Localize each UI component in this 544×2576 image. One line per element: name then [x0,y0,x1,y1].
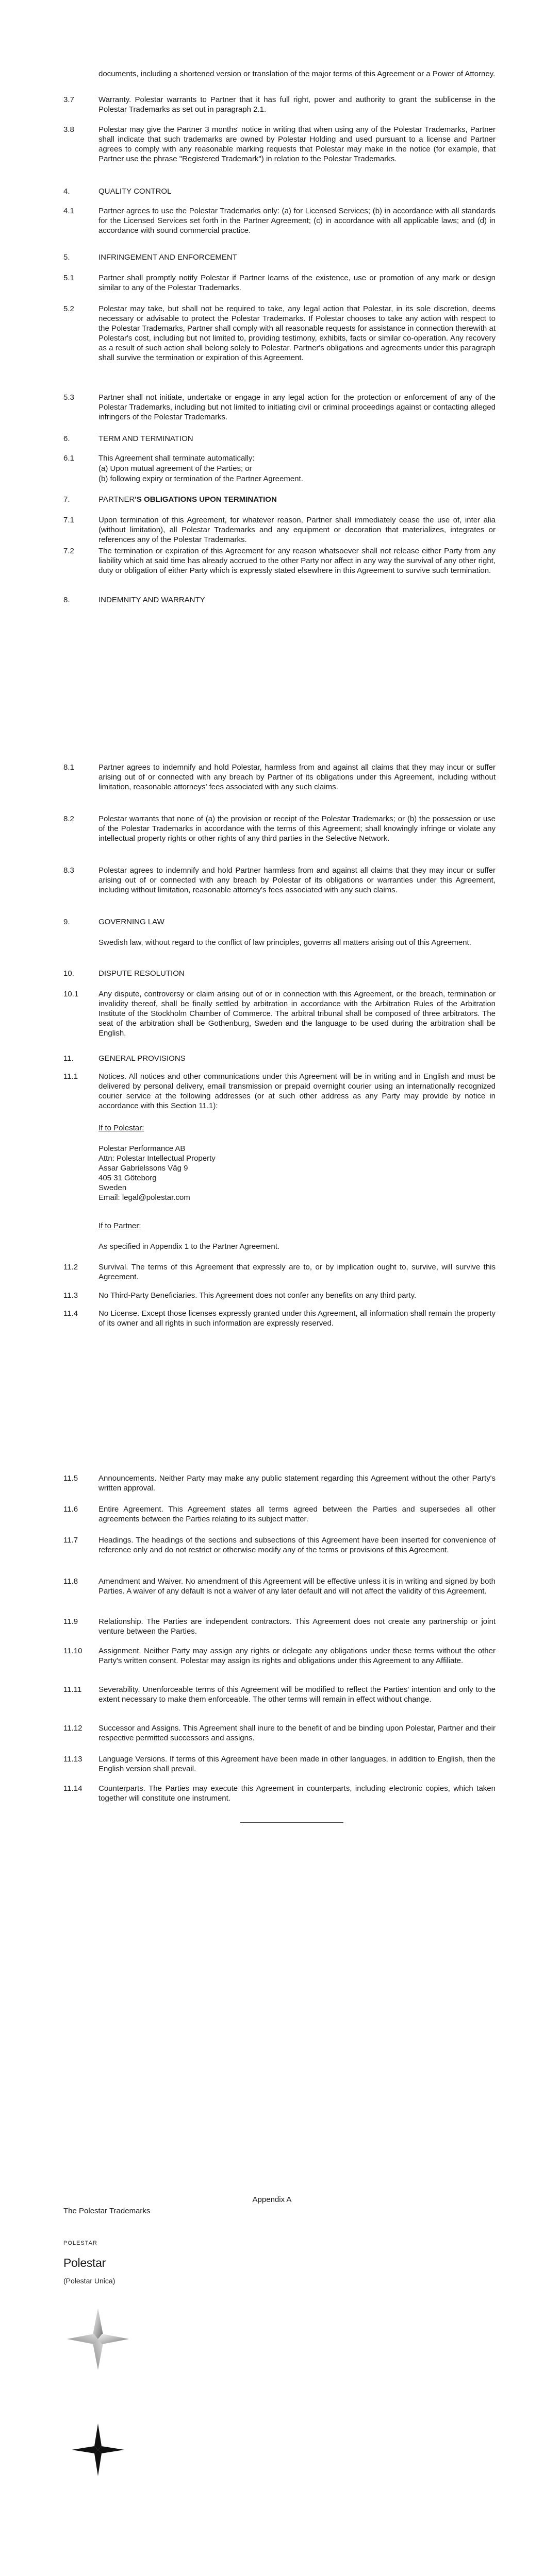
clause-text: Assignment. Neither Party may assign any rights or delegate any obligations under these terms without the other Party's written consent. Polestar may assign its rights and obligations under this Agreement to any Affiliate. [98,1647,496,1665]
clause-number: 5.2 [63,304,74,313]
unica-label: (Polestar Unica) [63,2277,116,2285]
section-number: 11. [63,1054,74,1063]
clause-text: Polestar may take, but shall not be required to take, any legal action that Polestar, in its sole discretion, deems necessary or advisable to protect the Polestar Trademarks. If Polestar chooses to take any action with respect to the Polestar Trademarks, Partner shall comply with all reasonable requests for assistance in connection therewith at Polestar's cost, including but not limited to, providing testimony, exhibits, facts or similar co-operation. Any recovery as a result of such action shall belong solely to Polestar. Partner's obligations and agreements under this paragraph shall survive the termination or expiration of this Agreement. [98,304,496,362]
clause-text: Partner agrees to use the Polestar Trademarks only: (a) for Licensed Services; (b) in accordance with all standards for the Licensed Services set forth in the Partner Agreement; (c) in accordance with all applicable laws; and (d) in accordance with sound commercial practice. [98,207,496,235]
clause-text: This Agreement shall terminate automatically: [98,454,255,463]
section-title: DISPUTE RESOLUTION [98,969,185,978]
clause-number: 8.1 [63,763,74,772]
clause-number: 11.7 [63,1536,78,1545]
clause-number: 11.12 [63,1724,83,1733]
section-number: 9. [63,918,70,926]
section-title: GENERAL PROVISIONS [98,1054,186,1063]
address-line: Polestar Performance AB [98,1144,186,1153]
clause-text: Partner shall promptly notify Polestar if Partner learns of the existence, use or promotion of any mark or design similar to any of the Polestar Trademarks. [98,274,496,292]
clause-text: Upon termination of this Agreement, for whatever reason, Partner shall immediately cease the use of, inter alia (without limitation), all Polestar Trademarks and any equipment or decoration that materializes, integrates or references any of the Polestar Trademarks. [98,516,496,544]
wordmark-caps: POLESTAR [63,2240,97,2246]
clause-number: 11.3 [63,1291,78,1300]
section-title: QUALITY CONTROL [98,187,172,196]
clause-text: Counterparts. The Parties may execute this Agreement in counterparts, including electronic copies, which taken together will constitute one instrument. [98,1784,496,1803]
section-title: TERM AND TERMINATION [98,434,193,443]
section-title: INFRINGEMENT AND ENFORCEMENT [98,253,237,262]
address-line: Assar Gabrielssons Väg 9 [98,1164,188,1173]
clause-text: Language Versions. If terms of this Agreement have been made in other languages, in addition to English, then the English version shall prevail. [98,1755,496,1773]
address-block [98,1144,216,1202]
clause-text: The termination or expiration of this Agreement for any reason whatsoever shall not release either Party from any liability which at said time has already accrued to the other Party nor affect in any way the survival of any other right, duty or obligation of either Party which is expressly stated elsewhere in this Agreement to survive such termination. [98,547,496,575]
polestar-black-star-icon [70,2421,126,2478]
clause-text: Survival. The terms of this Agreement that expressly are to, or by implication ought to, survive, will survive this Agreement. [98,1263,496,1281]
section-number: 4. [63,187,70,196]
section-number: 8. [63,596,70,604]
appendix-subtitle: The Polestar Trademarks [63,2207,151,2215]
clause-text: Any dispute, controversy or claim arising out of or in connection with this Agreement, or the breach, termination or invalidity thereof, shall be finally settled by arbitration in accordance with the Arbitration Rules of the Arbitration Institute of the Stockholm Chamber of Commerce. The arbitral tribunal shall be composed of three arbitrators. The seat of the arbitration shall be Gothenburg, Sweden and the language to be used during the arbitration shall be English. [98,990,496,1038]
clause-text: Successor and Assigns. This Agreement shall inure to the benefit of and be binding upon Polestar, Partner and their respective permitted successors and assigns. [98,1724,496,1742]
section-title: GOVERNING LAW [98,918,164,926]
end-divider [240,1822,343,1823]
clause-number: 11.6 [63,1505,78,1514]
clause-number: 8.3 [63,866,74,875]
clause-text: Severability. Unenforceable terms of this Agreement will be modified to reflect the Parties' intention and only to the extent necessary to make them enforceable. The other terms will remain in effect without change. [98,1685,496,1704]
address-line: Sweden [98,1183,127,1192]
paragraph-text: documents, including a shortened version or translation of the major terms of this Agreement or a Power of Attorney. [98,70,496,78]
clause-number: 4.1 [63,207,74,215]
clause-number: 5.1 [63,274,74,282]
section-number: 6. [63,434,70,443]
appendix-title: Appendix A [252,2195,292,2204]
clause-number: 11.8 [63,1577,78,1586]
clause-text: Announcements. Neither Party may make any public statement regarding this Agreement without the other Party's written approval. [98,1474,496,1493]
clause-number: 7.2 [63,547,74,555]
clause-number: 11.1 [63,1072,78,1081]
clause-text: Polestar may give the Partner 3 months' notice in writing that when using any of the Polestar Trademarks, Partner shall indicate that such trademarks are owned by Polestar Holding and used pursuant to a license and Partner agrees to comply with any reasonable marking requests that Polestar may make in the notice (for example, that Partner use the phrase "Registered Trademark") in relation to the Polestar Trademarks. [98,125,496,163]
clause-text: Headings. The headings of the sections and subsections of this Agreement have been inserted for convenience of reference only and do not restrict or otherwise modify any of the terms or provisions of this Agreement. [98,1536,496,1554]
notice-label: If to Partner: [98,1222,141,1230]
clause-number: 7.1 [63,516,74,524]
clause-text: Notices. All notices and other communications under this Agreement will be in writing and in English and must be delivered by personal delivery, email transmission or prepaid overnight courier using an internationally recognized courier service at the following addresses (or at such other address as any Party may provide by notice in accordance with this Section 11.1): [98,1072,496,1110]
address-line: Attn: Polestar Intellectual Property [98,1154,216,1163]
polestar-silver-star-icon [62,2303,134,2375]
clause-number: 11.4 [63,1309,78,1318]
sub-item: (a) Upon mutual agreement of the Parties; or [98,464,252,473]
section-title-part-bold: 'S OBLIGATIONS UPON TERMINATION [135,495,277,504]
clause-text: No License. Except those licenses expressly granted under this Agreement, all information shall remain the property of its owner and all rights in such information are expressly reserved. [98,1309,496,1328]
section-title: INDEMNITY AND WARRANTY [98,596,205,604]
clause-text: Partner shall not initiate, undertake or engage in any legal action for the protection or enforcement of any of the Polestar Trademarks, including but not limited to initiating civil or criminal proceedings against or contacting alleged infringers of the Polestar Trademarks. [98,393,496,421]
clause-number: 11.10 [63,1647,83,1655]
clause-number: 8.2 [63,815,74,823]
clause-text: Relationship. The Parties are independent contractors. This Agreement does not create any partnership or joint venture between the Parties. [98,1617,496,1636]
section-number: 5. [63,253,70,262]
section-title [98,495,277,504]
section-number: 7. [63,495,70,504]
section-number: 10. [63,969,74,978]
clause-number: 3.7 [63,95,74,104]
clause-text: Partner agrees to indemnify and hold Polestar, harmless from and against all claims that they may incur or suffer arising out of or connected with any breach by Partner of its obligations under this Agreement, including without limitation, reasonable attorneys' fees associated with any such claims. [98,763,496,791]
clause-number: 11.14 [63,1784,83,1793]
clause-number: 11.5 [63,1474,78,1483]
clause-number: 11.11 [63,1685,82,1694]
clause-text: Amendment and Waiver. No amendment of this Agreement will be effective unless it is in writing and signed by both Parties. A waiver of any default is not a waiver of any later default and will not affect the validity of this Agreement. [98,1577,496,1596]
notice-label: If to Polestar: [98,1124,144,1132]
address-line: Email: legal@polestar.com [98,1193,190,1202]
paragraph-text: Swedish law, without regard to the conflict of law principles, governs all matters arising out of this Agreement. [98,938,471,947]
paragraph-text: As specified in Appendix 1 to the Partner Agreement. [98,1242,280,1251]
clause-number: 3.8 [63,125,74,134]
clause-text: Warranty. Polestar warrants to Partner that it has full right, power and authority to grant the sublicense in the Polestar Trademarks as set out in paragraph 2.1. [98,95,496,114]
clause-number: 6.1 [63,454,74,463]
clause-number: 11.2 [63,1263,78,1272]
clause-text: Polestar agrees to indemnify and hold Partner harmless from and against all claims that they may incur or suffer arising out of or connected with any breach by Polestar of its obligations or warranties under this Agreement, including without limitation, reasonable attorney's fees associated with any such claims. [98,866,496,894]
clause-text: Polestar warrants that none of (a) the provision or receipt of the Polestar Trademarks; or (b) the possession or use of the Polestar Trademarks in accordance with the terms of this Agreement; shall knowingly infringe or violate any intellectual property rights or other rights of any third parties in the Selective Network. [98,815,496,843]
sub-item: (b) following expiry or termination of the Partner Agreement. [98,474,303,483]
address-line: 405 31 Göteborg [98,1174,157,1182]
wordmark: Polestar [63,2256,106,2269]
clause-number: 11.13 [63,1755,83,1764]
clause-text: No Third-Party Beneficiaries. This Agreement does not confer any benefits on any third party. [98,1291,417,1300]
section-title-part: PARTNER [98,495,135,504]
clause-number: 10.1 [63,990,79,998]
clause-number: 5.3 [63,393,74,402]
clause-text: Entire Agreement. This Agreement states all terms agreed between the Parties and supersedes all other agreements between the Parties relating to its subject matter. [98,1505,496,1523]
clause-number: 11.9 [63,1617,78,1626]
